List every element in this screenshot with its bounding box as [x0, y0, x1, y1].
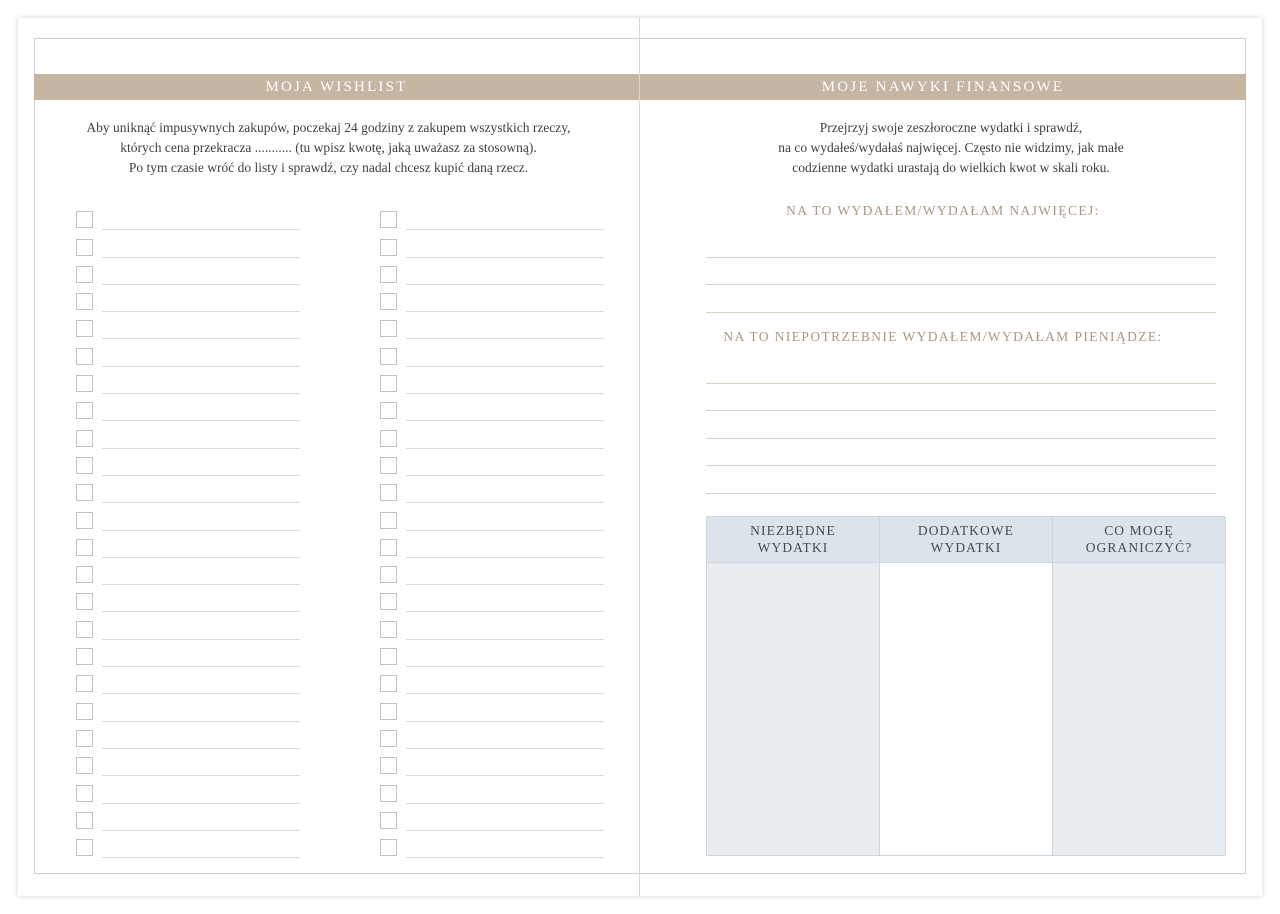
list-item[interactable]	[76, 694, 300, 721]
write-line[interactable]	[102, 294, 300, 312]
write-line[interactable]	[102, 594, 300, 612]
write-line[interactable]	[406, 513, 604, 531]
checkbox-icon[interactable]	[76, 757, 93, 774]
write-line[interactable]	[706, 439, 1216, 467]
checkbox-icon[interactable]	[380, 375, 397, 392]
write-line[interactable]	[706, 466, 1216, 494]
list-item[interactable]	[380, 558, 604, 585]
list-item[interactable]	[76, 585, 300, 612]
write-line[interactable]	[706, 384, 1216, 412]
checkbox-icon[interactable]	[380, 211, 397, 228]
table-body-reduce[interactable]	[1053, 563, 1225, 855]
checkbox-icon[interactable]	[380, 812, 397, 829]
page-frame-bottom	[34, 873, 639, 874]
list-item[interactable]	[380, 394, 604, 421]
write-line[interactable]	[102, 212, 300, 230]
list-item[interactable]	[76, 558, 300, 585]
write-line[interactable]	[406, 267, 604, 285]
table-body-additional[interactable]	[880, 563, 1052, 855]
checkbox-icon[interactable]	[380, 730, 397, 747]
write-line[interactable]	[406, 240, 604, 258]
list-item[interactable]	[76, 285, 300, 312]
habits-banner-title: MOJE NAWYKI FINANSOWE	[821, 78, 1065, 95]
write-line[interactable]	[406, 840, 604, 858]
checkbox-icon[interactable]	[76, 621, 93, 638]
checkbox-icon[interactable]	[76, 512, 93, 529]
habits-banner	[640, 74, 1246, 100]
write-line[interactable]	[102, 431, 300, 449]
write-line[interactable]	[102, 786, 300, 804]
checkbox-icon[interactable]	[380, 430, 397, 447]
write-line[interactable]	[706, 411, 1216, 439]
list-item[interactable]	[76, 339, 300, 366]
list-item[interactable]	[380, 722, 604, 749]
checkbox-icon[interactable]	[380, 539, 397, 556]
write-line[interactable]	[406, 731, 604, 749]
left-page	[18, 18, 640, 896]
write-line[interactable]	[706, 285, 1216, 313]
list-item[interactable]	[76, 203, 300, 230]
list-item[interactable]	[380, 312, 604, 339]
wishlist-intro-line-3: Po tym czasie wróć do listy i sprawdź, czy nadal chcesz kupić daną rzecz.	[128, 159, 529, 175]
list-item[interactable]	[76, 230, 300, 257]
table-header-reduce	[1053, 517, 1225, 563]
checkbox-icon[interactable]	[76, 785, 93, 802]
checkbox-icon[interactable]	[76, 812, 93, 829]
checkbox-icon[interactable]	[76, 484, 93, 501]
list-item[interactable]	[380, 230, 604, 257]
write-line[interactable]	[102, 649, 300, 667]
list-item[interactable]	[380, 831, 604, 858]
checkbox-icon[interactable]	[380, 621, 397, 638]
write-line[interactable]	[406, 594, 604, 612]
write-line[interactable]	[406, 321, 604, 339]
checkbox-icon[interactable]	[76, 320, 93, 337]
checkbox-icon[interactable]	[76, 348, 93, 365]
list-item[interactable]	[76, 312, 300, 339]
list-item[interactable]	[76, 421, 300, 448]
table-header-line-1: DODATKOWE	[917, 523, 1015, 539]
checkbox-icon[interactable]	[380, 348, 397, 365]
write-line[interactable]	[706, 230, 1216, 258]
list-item[interactable]	[76, 258, 300, 285]
write-line[interactable]	[102, 321, 300, 339]
checkbox-icon[interactable]	[76, 211, 93, 228]
list-item[interactable]	[380, 476, 604, 503]
checkbox-icon[interactable]	[76, 430, 93, 447]
write-line[interactable]	[102, 676, 300, 694]
table-column-essential	[706, 516, 880, 856]
section-one-lines	[706, 230, 1216, 313]
habits-intro	[680, 118, 1222, 178]
checkbox-icon[interactable]	[76, 266, 93, 283]
section-two-lines	[706, 356, 1216, 494]
checkbox-icon[interactable]	[76, 839, 93, 856]
write-line[interactable]	[102, 758, 300, 776]
write-line[interactable]	[406, 485, 604, 503]
write-line[interactable]	[406, 458, 604, 476]
table-column-reduce	[1053, 516, 1226, 856]
wishlist-checklists	[76, 203, 629, 858]
checkbox-icon[interactable]	[380, 512, 397, 529]
list-item[interactable]	[380, 449, 604, 476]
write-line[interactable]	[102, 403, 300, 421]
list-item[interactable]	[76, 503, 300, 530]
write-line[interactable]	[406, 622, 604, 640]
write-line[interactable]	[102, 513, 300, 531]
checkbox-icon[interactable]	[380, 648, 397, 665]
checkbox-icon[interactable]	[380, 293, 397, 310]
checkbox-icon[interactable]	[76, 730, 93, 747]
list-item[interactable]	[380, 421, 604, 448]
habits-intro-line-3: codzienne wydatki urastają do wielkich kwot w skali roku.	[792, 159, 1110, 175]
wishlist-column-right	[380, 203, 604, 858]
table-column-additional	[880, 516, 1053, 856]
notebook-spread	[18, 18, 1262, 896]
checkbox-icon[interactable]	[380, 320, 397, 337]
checkbox-icon[interactable]	[380, 757, 397, 774]
checkbox-icon[interactable]	[380, 457, 397, 474]
checkbox-icon[interactable]	[76, 566, 93, 583]
checkbox-icon[interactable]	[380, 785, 397, 802]
checkbox-icon[interactable]	[76, 293, 93, 310]
habits-intro-line-2: na co wydałeś/wydałaś najwięcej. Często nie widzimy, jak małe	[778, 139, 1124, 155]
checkbox-icon[interactable]	[76, 375, 93, 392]
list-item[interactable]	[380, 285, 604, 312]
section-one-heading: NA TO WYDAŁEM/WYDAŁAM NAJWIĘCEJ:	[786, 203, 1100, 218]
list-item[interactable]	[76, 531, 300, 558]
write-line[interactable]	[406, 403, 604, 421]
wishlist-banner	[34, 74, 639, 100]
page-frame-side	[1245, 38, 1246, 874]
list-item[interactable]	[76, 804, 300, 831]
checkbox-icon[interactable]	[380, 484, 397, 501]
write-line[interactable]	[102, 458, 300, 476]
list-item[interactable]	[76, 476, 300, 503]
list-item[interactable]	[380, 640, 604, 667]
write-line[interactable]	[406, 376, 604, 394]
list-item[interactable]	[380, 503, 604, 530]
list-item[interactable]	[76, 667, 300, 694]
write-line[interactable]	[102, 731, 300, 749]
list-item[interactable]	[76, 776, 300, 803]
wishlist-column-left	[76, 203, 300, 858]
write-line[interactable]	[406, 758, 604, 776]
checkbox-icon[interactable]	[380, 266, 397, 283]
write-line[interactable]	[406, 567, 604, 585]
table-header-essential	[707, 517, 879, 563]
write-line[interactable]	[406, 294, 604, 312]
write-line[interactable]	[406, 431, 604, 449]
write-line[interactable]	[102, 813, 300, 831]
wishlist-intro-line-2: których cena przekracza ........... (tu wpisz kwotę, jaką uważasz za stosowną).	[120, 139, 537, 155]
write-line[interactable]	[406, 212, 604, 230]
table-body-essential[interactable]	[707, 563, 879, 855]
checkbox-icon[interactable]	[380, 402, 397, 419]
checkbox-icon[interactable]	[76, 239, 93, 256]
write-line[interactable]	[102, 840, 300, 858]
page-frame-side	[34, 38, 35, 874]
write-line[interactable]	[102, 376, 300, 394]
list-item[interactable]	[76, 831, 300, 858]
checkbox-icon[interactable]	[76, 457, 93, 474]
list-item[interactable]	[76, 640, 300, 667]
checkbox-icon[interactable]	[76, 539, 93, 556]
checkbox-icon[interactable]	[380, 703, 397, 720]
checkbox-icon[interactable]	[76, 648, 93, 665]
write-line[interactable]	[102, 622, 300, 640]
page-frame-top	[640, 38, 1246, 39]
page-frame-top	[34, 38, 639, 39]
write-line[interactable]	[102, 240, 300, 258]
list-item[interactable]	[76, 394, 300, 421]
list-item[interactable]	[380, 203, 604, 230]
write-line[interactable]	[406, 676, 604, 694]
checkbox-icon[interactable]	[380, 239, 397, 256]
write-line[interactable]	[406, 349, 604, 367]
list-item[interactable]	[380, 667, 604, 694]
list-item[interactable]	[380, 339, 604, 366]
table-header-additional	[880, 517, 1052, 563]
list-item[interactable]	[380, 749, 604, 776]
wishlist-intro-line-1: Aby uniknąć impusywnych zakupów, poczekaj 24 godziny z zakupem wszystkich rzeczy,	[86, 120, 571, 135]
table-header-line-2: WYDATKI	[930, 539, 1002, 555]
list-item[interactable]	[380, 804, 604, 831]
section-two-heading: NA TO NIEPOTRZEBNIE WYDAŁEM/WYDAŁAM PIENIĄDZE:	[723, 329, 1163, 344]
checkbox-icon[interactable]	[76, 593, 93, 610]
checkbox-icon[interactable]	[380, 593, 397, 610]
write-line[interactable]	[406, 540, 604, 558]
write-line[interactable]	[102, 349, 300, 367]
write-line[interactable]	[102, 485, 300, 503]
checkbox-icon[interactable]	[380, 839, 397, 856]
list-item[interactable]	[76, 367, 300, 394]
list-item[interactable]	[380, 776, 604, 803]
list-item[interactable]	[76, 449, 300, 476]
table-header-line-1: NIEZBĘDNE	[750, 523, 836, 539]
expenses-table	[706, 516, 1226, 856]
list-item[interactable]	[76, 612, 300, 639]
list-item[interactable]	[380, 585, 604, 612]
write-line[interactable]	[102, 704, 300, 722]
write-line[interactable]	[406, 649, 604, 667]
table-header-line-1: CO MOGĘ	[1104, 523, 1174, 539]
table-header-line-2: OGRANICZYĆ?	[1085, 539, 1193, 555]
list-item[interactable]	[380, 612, 604, 639]
wishlist-banner-title: MOJA WISHLIST	[265, 78, 408, 95]
list-item[interactable]	[380, 694, 604, 721]
write-line[interactable]	[406, 704, 604, 722]
checkbox-icon[interactable]	[76, 675, 93, 692]
list-item[interactable]	[380, 531, 604, 558]
habits-intro-line-1: Przejrzyj swoje zeszłoroczne wydatki i sprawdź,	[819, 120, 1083, 135]
checkbox-icon[interactable]	[76, 402, 93, 419]
checkbox-icon[interactable]	[380, 566, 397, 583]
list-item[interactable]	[76, 749, 300, 776]
checkbox-icon[interactable]	[76, 703, 93, 720]
write-line[interactable]	[102, 267, 300, 285]
write-line[interactable]	[706, 356, 1216, 384]
wishlist-intro	[58, 118, 599, 178]
write-line[interactable]	[102, 567, 300, 585]
write-line[interactable]	[706, 258, 1216, 286]
table-header-line-2: WYDATKI	[757, 539, 829, 555]
write-line[interactable]	[406, 813, 604, 831]
write-line[interactable]	[406, 786, 604, 804]
write-line[interactable]	[102, 540, 300, 558]
list-item[interactable]	[76, 722, 300, 749]
checkbox-icon[interactable]	[380, 675, 397, 692]
list-item[interactable]	[380, 258, 604, 285]
list-item[interactable]	[380, 367, 604, 394]
page-frame-bottom	[640, 873, 1246, 874]
right-page	[640, 18, 1262, 896]
